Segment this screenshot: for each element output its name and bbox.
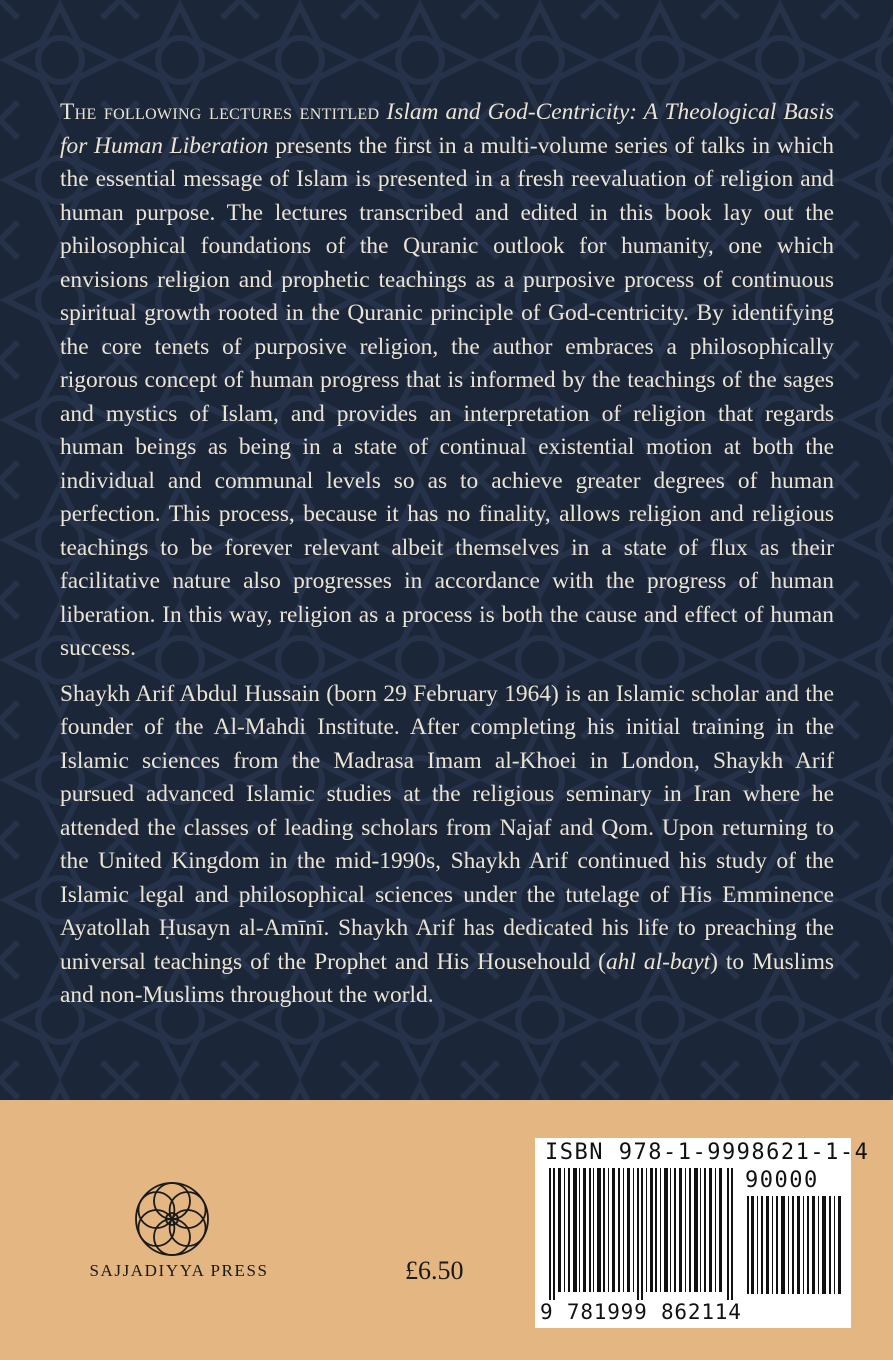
description-body: presents the first in a multi-volume series of talks in which the essential message of Islam is presented in a fresh reevaluation of religion and human purpose. The lectures transcribed and edited in this book lay out the philosophical foundations of the Quranic outlook for humanity, one which envisions religion and prophetic teachings as a purposive process of continuous spiritual growth rooted in the Quranic principle of God-centricity. By identifying the core tenets of purposive religion, the author embraces a philosophically rigorous concept of human progress that is informed by the teachings of the sages and mystics of Islam, and provides an interpretation of religion that regards human beings as being in a state of continual existential motion at both the individual and communal levels so as to achieve greater degrees of human perfection. This process, because it has no finality, allows religion and religious teachings to be forever relevant albeit themselves in a state of flux as their facilitative nature also progresses in accordance with the progress of human liberation. In this way, religion as a process is both the cause and effect of human success. xyxy=(60,132,834,661)
price-label: £6.50 xyxy=(405,1256,464,1285)
ahl-al-bayt-italic: ahl al-bayt xyxy=(605,948,711,975)
addon-barcode-bars xyxy=(745,1196,843,1294)
book-title-italic: Islam and God-Centricity: A Theological Basis for Human Liberation xyxy=(60,99,835,159)
book-description-paragraph xyxy=(60,96,834,666)
lead-in-smallcaps: The following lectures entitled xyxy=(60,99,380,125)
ean-barcode-bars xyxy=(543,1168,739,1300)
isbn-number: ISBN 978-1-9998621-1-4 xyxy=(545,1140,870,1165)
ean-digits: 9 781999 862114 xyxy=(540,1300,742,1324)
price-addon-code: 90000 xyxy=(745,1168,819,1193)
bio-body: Shaykh Arif Abdul Hussain (born 29 February 1964) is an Islamic scholar and the founder of the Al-Mahdi Institute. After completing his initial training in the Islamic sciences from the Madrasa Imam al-Khoei in London, Shaykh Arif pursued advanced Islamic studies at the religious seminary in Iran where he attended the classes of leading scholars from Najaf and Qom. Upon returning to the United Kingdom in the mid-1990s, Shaykh Arif continued his study of the Islamic legal and philosophical sciences under the tutelage of His Emminence Ayatollah Ḥusayn al-Amīnī. Shaykh Arif has dedicated his life to preaching the universal teachings of the Prophet and His Househould ( xyxy=(60,680,834,975)
geometric-flower-icon xyxy=(133,1180,211,1258)
publisher-name: SAJJADIYYA PRESS xyxy=(89,1261,269,1280)
author-bio-paragraph xyxy=(60,678,834,1013)
blurb-text xyxy=(60,96,834,1025)
bio-end: ) to Muslims and non-Muslims throughout the world. xyxy=(60,948,834,1008)
isbn-barcode xyxy=(535,1138,870,1328)
